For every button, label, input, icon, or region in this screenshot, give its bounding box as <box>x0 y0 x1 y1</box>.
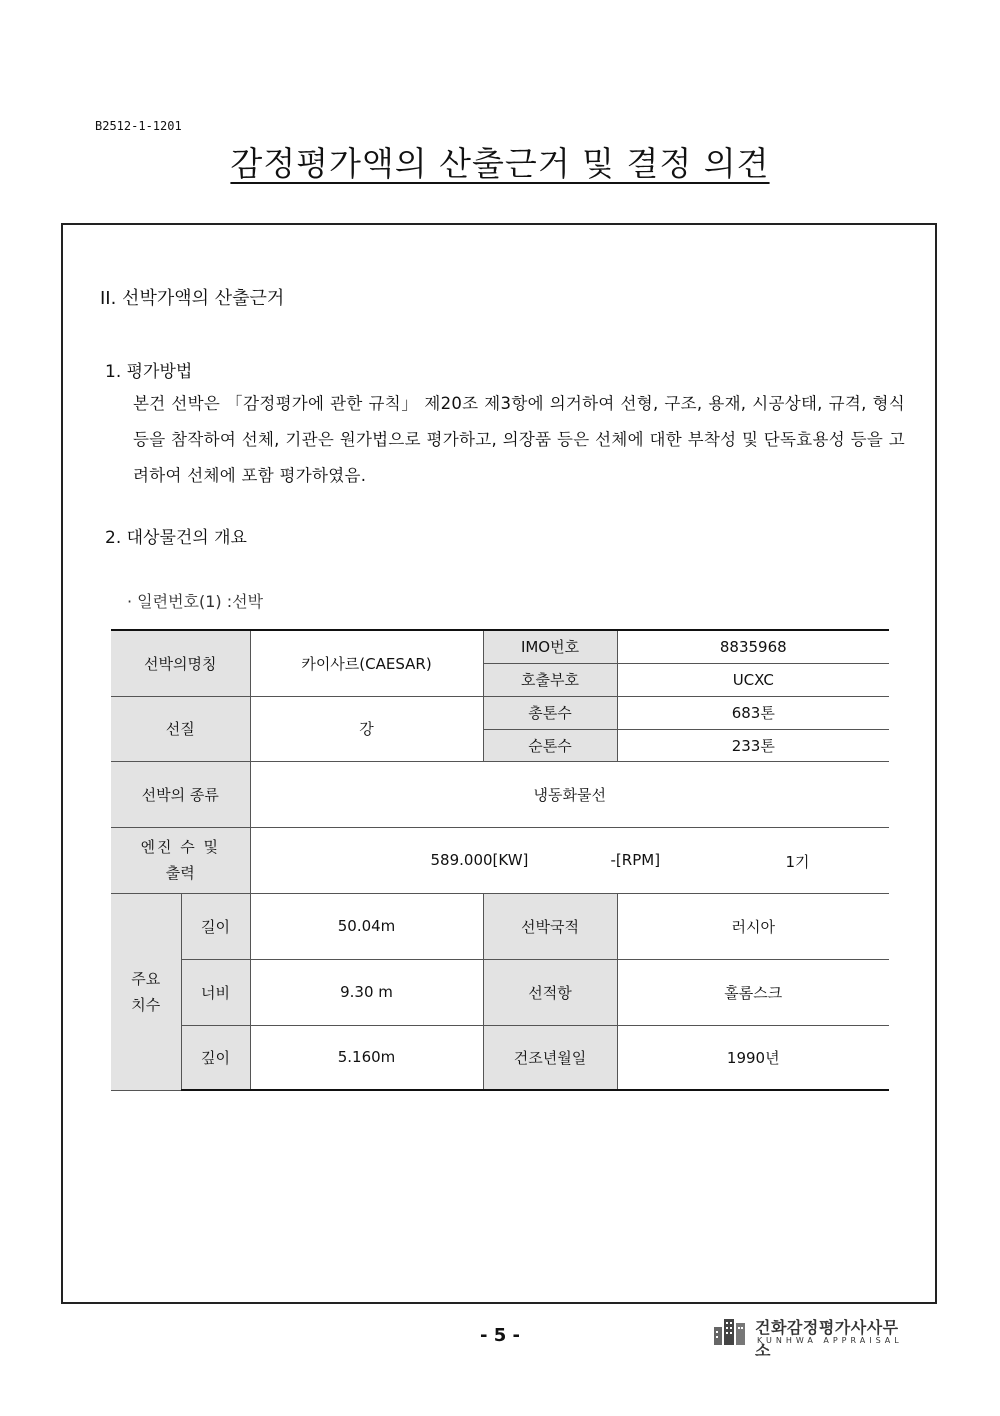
built-date-value: 1990년 <box>617 1025 889 1090</box>
company-logo <box>713 1315 908 1360</box>
ship-name-label: 선박의명칭 <box>111 630 250 696</box>
gross-tonnage-label: 총톤수 <box>483 696 617 729</box>
engine-count: 1기 <box>785 852 810 871</box>
logo-english: KUNHWA APPRAISAL <box>757 1336 903 1345</box>
ship-name-value: 카이사르(CAESAR) <box>250 630 483 696</box>
dimensions-label-line1: 주요 <box>131 969 161 988</box>
page-title-text: 감정평가액의 산출근거 및 결정 의견 <box>230 144 770 183</box>
material-label: 선질 <box>111 696 250 761</box>
port-value: 홀롬스크 <box>617 959 889 1025</box>
engine-label-line1: 엔진 수 및 <box>140 838 220 856</box>
dimensions-label <box>111 893 181 1090</box>
section-title: II. 선박가액의 산출근거 <box>100 288 285 309</box>
ship-type-label: 선박의 종류 <box>111 761 250 827</box>
logo-korean: 건화감정평가사사무소 <box>755 1318 899 1360</box>
imo-label: IMO번호 <box>483 630 617 663</box>
page-title <box>0 138 1000 185</box>
net-tonnage-value: 233톤 <box>617 729 889 761</box>
callsign-label: 호출부호 <box>483 663 617 696</box>
material-value: 강 <box>250 696 483 761</box>
callsign-value: UCXC <box>617 663 889 696</box>
engine-rpm: -[RPM] <box>610 850 661 869</box>
subsection-heading-overview: 2. 대상물건의 개요 <box>105 528 247 548</box>
length-value: 50.04m <box>250 893 483 959</box>
net-tonnage-label: 순톤수 <box>483 729 617 761</box>
dimensions-label-line2: 치수 <box>131 995 161 1014</box>
nationality-label: 선박국적 <box>483 893 617 959</box>
subsection-heading-method: 1. 평가방법 <box>105 362 193 382</box>
gross-tonnage-value: 683톤 <box>617 696 889 729</box>
imo-value: 8835968 <box>617 630 889 663</box>
method-paragraph: 본건 선박은 「감정평가에 관한 규칙」 제20조 제3항에 의거하여 선형, 구조, 용재, 시공상태, 규격, 형식 등을 참작하여 선체, 기관은 원가법으로 평가하고, 의장품 등은 선체에 대한 부착성 및 단독효용성 등을 고려하여 선체에 포함 평가하였음. <box>133 394 905 485</box>
built-date-label: 건조년월일 <box>483 1025 617 1090</box>
depth-value: 5.160m <box>250 1025 483 1090</box>
engine-power: 589.000[KW] <box>430 850 529 869</box>
length-label: 길이 <box>181 893 250 959</box>
ship-info-table <box>111 629 889 1091</box>
engine-value <box>250 827 889 893</box>
port-label: 선적항 <box>483 959 617 1025</box>
breadth-label: 너비 <box>181 959 250 1025</box>
document-code: B2512-1-1201 <box>95 119 182 133</box>
depth-label: 깊이 <box>181 1025 250 1090</box>
page-number: - 5 - <box>480 1325 520 1346</box>
ship-type-value: 냉동화물선 <box>250 761 889 827</box>
serial-number-bullet: · 일련번호(1) :선박 <box>127 592 264 611</box>
breadth-value: 9.30 m <box>250 959 483 1025</box>
engine-label <box>111 827 250 893</box>
nationality-value: 러시아 <box>617 893 889 959</box>
building-icon <box>713 1317 749 1345</box>
engine-label-line2: 출력 <box>165 864 195 882</box>
